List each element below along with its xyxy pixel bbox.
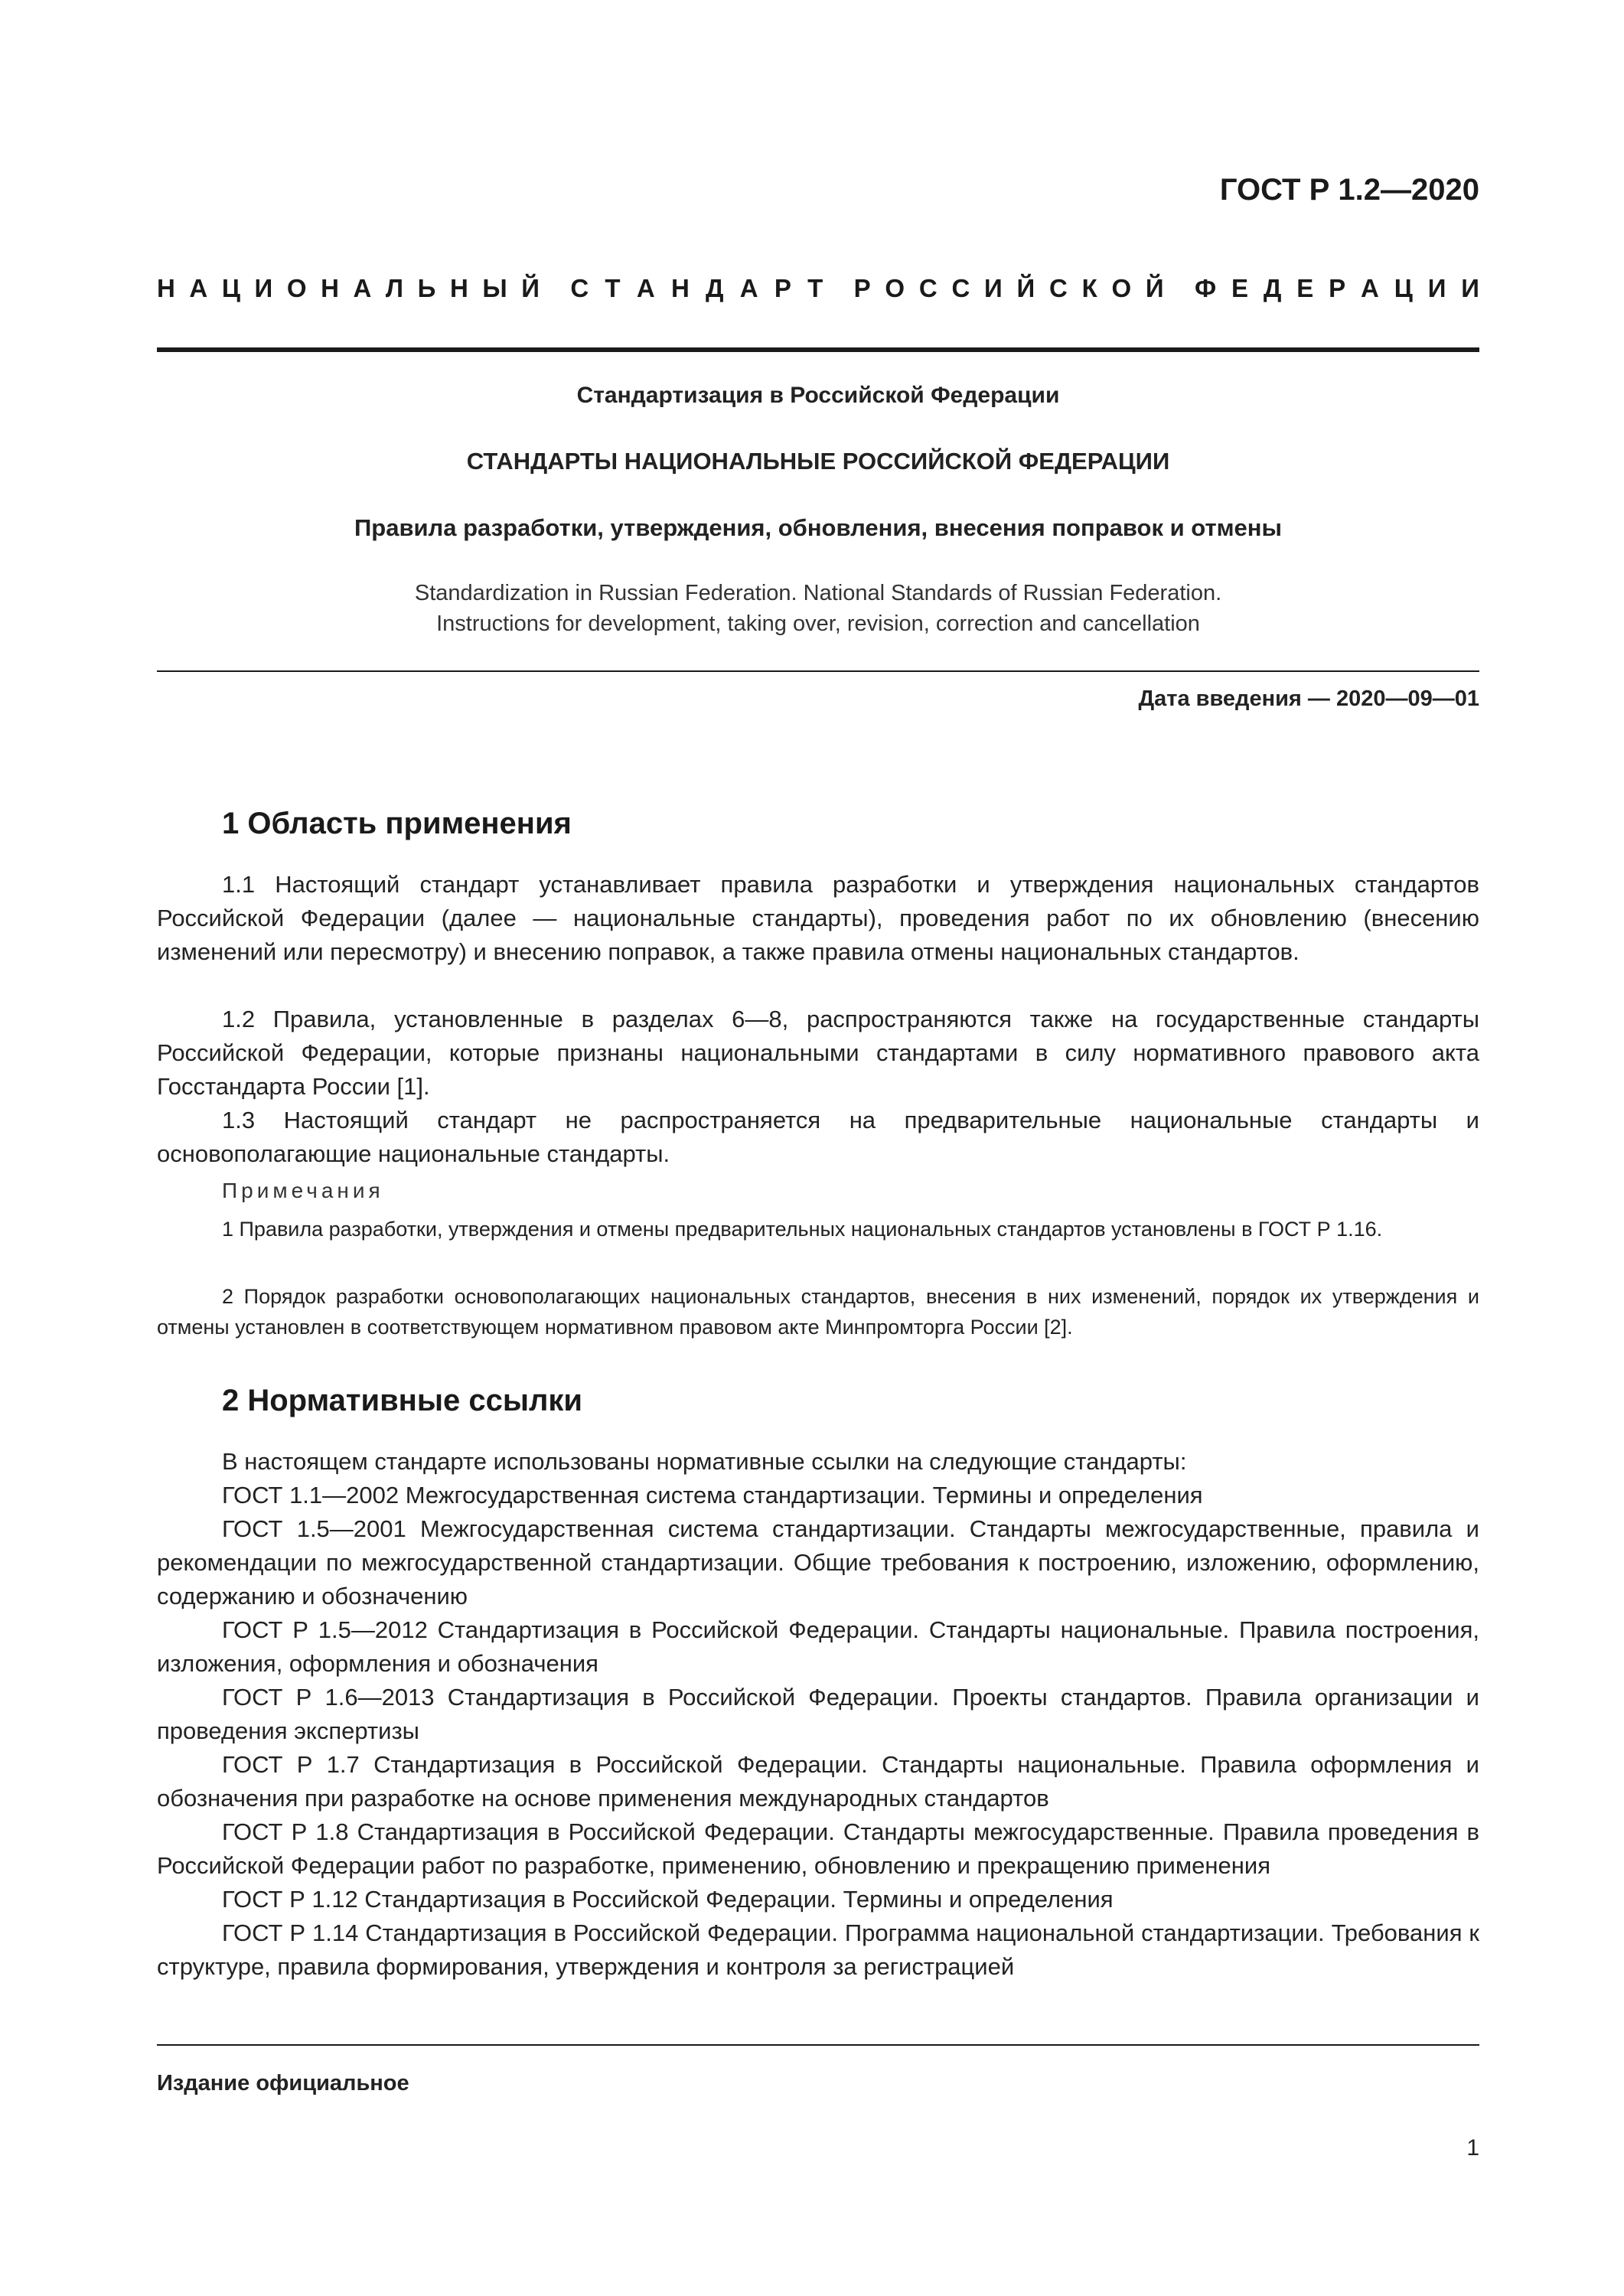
banner-word: Р О С С И Й С К О Й	[853, 274, 1164, 302]
document-code: ГОСТ Р 1.2—2020	[1219, 173, 1479, 207]
title-context: Стандартизация в Российской Федерации	[576, 383, 1060, 408]
edition-label: Издание официальное	[157, 2071, 409, 2095]
title-subtitle: Правила разработки, утверждения, обновления, внесения поправок и отмены	[354, 514, 1282, 541]
note: 2 Порядок разработки основополагающих национальных стандартов, внесения в них изменений, порядок их утверждения и отмены установлен в соответствующем нормативном правовом акте Минпромторга России [2].	[157, 1285, 1479, 1339]
header-divider	[157, 347, 1479, 352]
title-english-line: Standardization in Russian Federation. National Standards of Russian Federation.	[414, 581, 1222, 605]
list-item: ГОСТ 1.5—2001 Межгосударственная система стандартизации. Стандарты межгосударственные, правила и рекомендации по межгосударственной стандартизации. Общие требования к построению, изложению, оформлению, содержанию и обозначению	[157, 1515, 1479, 1609]
title-english-line: Instructions for development, taking over, revision, correction and cancellation	[436, 612, 1200, 636]
paragraph: 1.2 Правила, установленные в разделах 6—8, распространяются также на государственные стандарты Российской Федерации, которые признаны национальными стандартами в силу нормативного правового акта Госстандарта России [1].	[157, 1006, 1479, 1100]
title-divider	[157, 670, 1479, 672]
list-item: ГОСТ Р 1.14 Стандартизация в Российской Федерации. Программа национальной стандартизации. Требования к структуре, правила формирования, утверждения и контроля за регистрацией	[157, 1919, 1479, 1980]
section-heading: 1 Область применения	[222, 807, 572, 840]
paragraph: 1.3 Настоящий стандарт не распространяется на предварительные национальные стандарты и основополагающие национальные стандарты.	[157, 1107, 1479, 1167]
national-standard-banner	[157, 274, 1479, 303]
footer-divider	[157, 2044, 1479, 2046]
notes-heading: Примечания	[222, 1179, 384, 1202]
paragraph: 1.1 Настоящий стандарт устанавливает правила разработки и утверждения национальных стандартов Российской Федерации (далее — национальные стандарты), проведения работ по их обновлению (внесению изменений или пересмотру) и внесению поправок, а также правила отмены национальных стандартов.	[157, 871, 1479, 965]
list-item: ГОСТ Р 1.12 Стандартизация в Российской Федерации. Термины и определения	[222, 1886, 1114, 1913]
normative-references-list	[157, 1445, 1479, 1984]
list-item: ГОСТ Р 1.5—2012 Стандартизация в Российской Федерации. Стандарты национальные. Правила построения, изложения, оформления и обозначения	[157, 1616, 1479, 1677]
title-main: СТАНДАРТЫ НАЦИОНАЛЬНЫЕ РОССИЙСКОЙ ФЕДЕРАЦИИ	[466, 448, 1170, 475]
banner-word: Ф Е Д Е Р А Ц И И	[1194, 274, 1479, 302]
banner-word: Н А Ц И О Н А Л Ь Н Ы Й	[157, 274, 540, 302]
section-heading: 2 Нормативные ссылки	[222, 1384, 583, 1417]
page-number: 1	[1466, 2135, 1479, 2161]
list-item: ГОСТ Р 1.6—2013 Стандартизация в Российской Федерации. Проекты стандартов. Правила организации и проведения экспертизы	[157, 1684, 1479, 1744]
list-item: В настоящем стандарте использованы нормативные ссылки на следующие стандарты:	[222, 1448, 1187, 1475]
list-item: ГОСТ 1.1—2002 Межгосударственная система стандартизации. Термины и определения	[222, 1482, 1203, 1508]
banner-word: С Т А Н Д А Р Т	[570, 274, 823, 302]
list-item: ГОСТ Р 1.7 Стандартизация в Российской Федерации. Стандарты национальные. Правила оформления и обозначения при разработке на основе применения международных стандартов	[157, 1751, 1479, 1812]
note: 1 Правила разработки, утверждения и отмены предварительных национальных стандартов установлены в ГОСТ Р 1.16.	[222, 1218, 1383, 1241]
title-english	[157, 578, 1479, 639]
list-item: ГОСТ Р 1.8 Стандартизация в Российской Федерации. Стандарты межгосударственные. Правила проведения в Российской Федерации работ по разработке, применению, обновлению и прекращению применения	[157, 1818, 1479, 1879]
intro-date: Дата введения — 2020—09—01	[1138, 687, 1479, 711]
